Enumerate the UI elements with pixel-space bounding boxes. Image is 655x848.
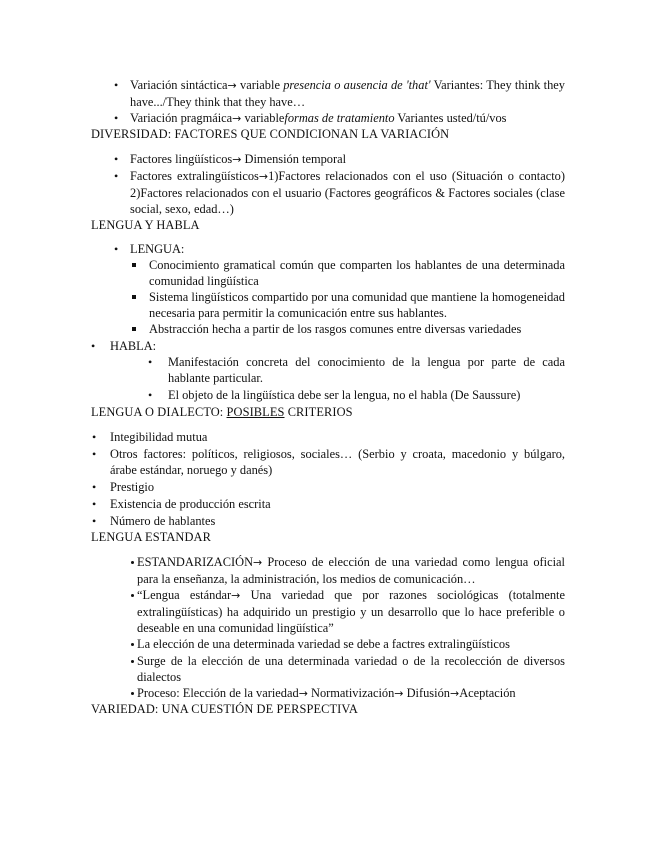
habla-label: HABLA: (110, 339, 157, 353)
bullet-icon: • (114, 152, 119, 166)
bullet-icon: • (114, 169, 119, 183)
list-item: Prestigio (110, 480, 155, 494)
list-item: Sistema lingüísticos compartido por una comunidad que mantiene la homogeneidad necesaria para permitir la comunicación entre sus hablantes. (149, 290, 565, 321)
list-item: La elección de una determinada variedad se debe a factres extralingüísticos (137, 637, 510, 651)
bullet-icon: • (91, 339, 96, 353)
bullet-icon: • (92, 514, 97, 528)
section-heading: DIVERSIDAD: FACTORES QUE CONDICIONAN LA VARIACIÓN (91, 127, 450, 141)
process-item: Proceso: Elección de la variedad→ Normativización→ Difusión→Aceptación (137, 686, 516, 700)
section-heading: VARIEDAD: UNA CUESTIÓN DE PERSPECTIVA (91, 702, 358, 716)
bullet-icon: • (92, 447, 97, 461)
section-heading: LENGUA O DIALECTO: POSIBLES CRITERIOS (91, 405, 353, 419)
list-item: Abstracción hecha a partir de los rasgos comunes entre diversas variedades (149, 322, 522, 336)
dot-bullet-icon (131, 692, 134, 695)
list-item: Factores lingüísticos→ Dimensión temporal (130, 152, 347, 166)
list-item: Integibilidad mutua (110, 430, 208, 444)
list-item: Manifestación concreta del conocimiento de la lengua por parte de cada hablante particular. (168, 355, 565, 386)
square-bullet-icon (132, 263, 136, 267)
list-item: ESTANDARIZACIÓN→ Proceso de elección de una variedad como lengua oficial para la enseñanza, la administración, los medios de comunicación… (137, 555, 565, 587)
list-item: Factores extralingüísticos→1)Factores relacionados con el uso (Situación o contacto) 2)Factores relacionados con el usuario (Factores geográficos & Factores sociales (clase social, sexo, edad…) (130, 169, 565, 217)
list-item: Surge de la elección de una determinada variedad o de la recolección de diversos dialectos (137, 654, 565, 685)
list-item: Variación pragmáica→ variableformas de tratamiento Variantes usted/tú/vos (130, 111, 507, 125)
bullet-icon: • (92, 497, 97, 511)
bullet-icon: • (148, 388, 153, 402)
section-heading: LENGUA Y HABLA (91, 218, 200, 232)
dot-bullet-icon (131, 594, 134, 597)
list-item: Variación sintáctica→ variable presencia o ausencia de 'that' Variantes: They think they have.../They think that they have… (130, 78, 565, 110)
bullet-icon: • (114, 78, 119, 92)
bullet-icon: • (114, 242, 119, 256)
lengua-label: LENGUA: (130, 242, 185, 256)
square-bullet-icon (132, 327, 136, 331)
dot-bullet-icon (131, 660, 134, 663)
list-item: Existencia de producción escrita (110, 497, 271, 511)
list-item: El objeto de la lingüística debe ser la lengua, no el habla (De Saussure) (168, 388, 521, 402)
bullet-icon: • (148, 355, 153, 369)
section-heading: LENGUA ESTANDAR (91, 530, 211, 544)
list-item: Otros factores: políticos, religiosos, sociales… (Serbio y croata, macedonio y búlgaro, árabe estándar, noruego y danés) (110, 447, 565, 478)
list-item: “Lengua estándar→ Una variedad que por razones sociológicas (totalmente extralingüísticas) ha adquirido un prestigio y un desarrollo que lo hace preferible o deseable en una comunidad lingüística” (137, 588, 565, 636)
list-item: Conocimiento gramatical común que comparten los hablantes de una determinada comunidad lingüística (149, 258, 565, 289)
list-item: Número de hablantes (110, 514, 216, 528)
square-bullet-icon (132, 295, 136, 299)
bullet-icon: • (92, 430, 97, 444)
bullet-icon: • (114, 111, 119, 125)
bullet-icon: • (92, 480, 97, 494)
dot-bullet-icon (131, 643, 134, 646)
dot-bullet-icon (131, 561, 134, 564)
